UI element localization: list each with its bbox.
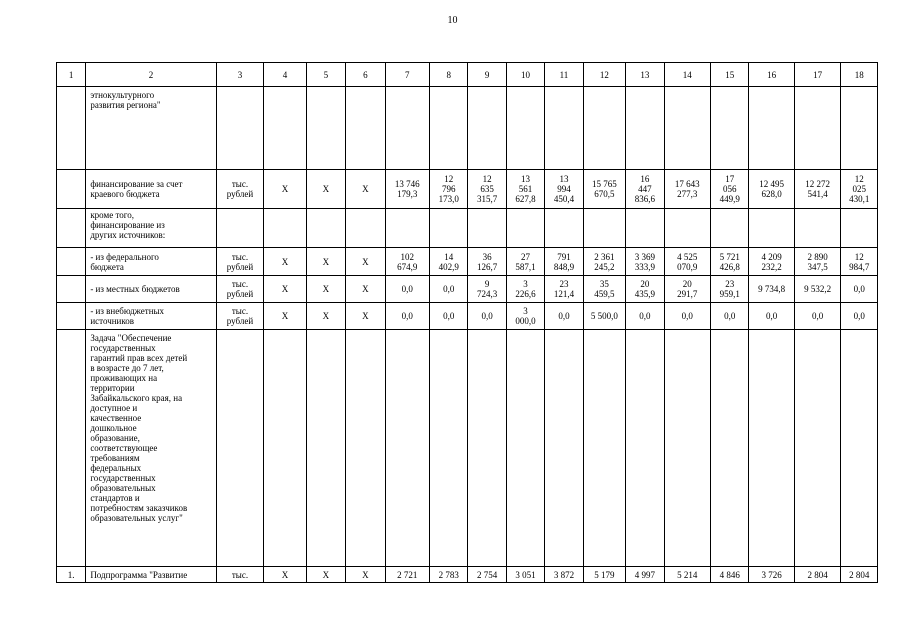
mark-cell: Х [346,567,385,583]
value-cell [711,209,749,248]
column-number-cell: 10 [506,63,544,87]
value-cell: 15 765 670,5 [583,170,625,209]
value-cell [385,330,429,567]
value-cell [430,330,468,567]
mark-cell [346,330,385,567]
value-cell: 23 121,4 [545,276,583,303]
value-cell: 0,0 [468,303,506,330]
value-cell: 12 984,7 [841,248,878,276]
value-cell [841,87,878,170]
mark-cell [306,330,345,567]
mark-cell [264,87,306,170]
value-cell [545,209,583,248]
value-cell [545,330,583,567]
row-number-cell: 1. [57,567,86,583]
mark-cell: Х [264,567,306,583]
row-number-cell [57,330,86,567]
table-row [57,276,878,303]
value-cell: 16 447 836,6 [626,170,664,209]
description-cell: - из внебюджетных источников [86,303,216,330]
value-cell [749,330,794,567]
column-number-cell: 17 [794,63,841,87]
mark-cell: Х [306,567,345,583]
value-cell: 0,0 [626,303,664,330]
mark-cell: Х [306,248,345,276]
column-number-cell: 11 [545,63,583,87]
mark-cell: Х [264,248,306,276]
value-cell: 3 051 [506,567,544,583]
mark-cell: Х [346,276,385,303]
page-number: 10 [447,15,458,26]
column-number-cell: 8 [430,63,468,87]
value-cell [794,209,841,248]
unit-cell [216,209,264,248]
value-cell [794,87,841,170]
value-cell [711,330,749,567]
mark-cell [346,209,385,248]
value-cell: 2 361 245,2 [583,248,625,276]
column-number-cell: 9 [468,63,506,87]
mark-cell: Х [346,303,385,330]
column-number-row [57,63,878,87]
value-cell [711,87,749,170]
value-cell: 3 726 [749,567,794,583]
mark-cell: Х [306,303,345,330]
value-cell [385,209,429,248]
mark-cell [264,209,306,248]
mark-cell: Х [264,276,306,303]
value-cell: 20 291,7 [664,276,711,303]
value-cell: 0,0 [841,276,878,303]
table-row [57,567,878,583]
table-row [57,170,878,209]
unit-cell: тыс. рублей [216,248,264,276]
mark-cell [306,87,345,170]
unit-cell [216,87,264,170]
value-cell: 0,0 [794,303,841,330]
value-cell: 3 226,6 [506,276,544,303]
value-cell: 14 402,9 [430,248,468,276]
unit-cell: тыс. рублей [216,170,264,209]
value-cell [506,209,544,248]
value-cell: 3 872 [545,567,583,583]
value-cell: 27 587,1 [506,248,544,276]
value-cell: 2 754 [468,567,506,583]
value-cell: 5 500,0 [583,303,625,330]
value-cell [545,87,583,170]
column-number-cell: 7 [385,63,429,87]
value-cell: 9 724,3 [468,276,506,303]
mark-cell [264,330,306,567]
unit-cell: тыс. рублей [216,276,264,303]
mark-cell [306,209,345,248]
value-cell: 13 746 179,3 [385,170,429,209]
description-cell: кроме того, финансирование из других источников: [86,209,216,248]
value-cell: 4 846 [711,567,749,583]
description-cell: - из местных бюджетов [86,276,216,303]
row-number-cell [57,303,86,330]
value-cell: 5 179 [583,567,625,583]
mark-cell: Х [306,276,345,303]
value-cell [664,87,711,170]
value-cell: 791 848,9 [545,248,583,276]
value-cell: 36 126,7 [468,248,506,276]
value-cell [583,330,625,567]
value-cell [506,87,544,170]
value-cell: 13 994 450,4 [545,170,583,209]
unit-cell: тыс. [216,567,264,583]
value-cell: 13 561 627,8 [506,170,544,209]
column-number-cell: 3 [216,63,264,87]
description-cell: Задача "Обеспечение государственных гарантий прав всех детей в возрасте до 7 лет, проживающих на территории Забайкальского края, на доступное и качественное дошкольное образование, соответствующее требованиям федеральных государственных образовательных стандартов и потребностям заказчиков образовательных услуг" [86,330,216,567]
value-cell: 0,0 [385,276,429,303]
program-financing-table [56,62,878,583]
unit-cell [216,330,264,567]
row-number-cell [57,209,86,248]
mark-cell: Х [306,170,345,209]
description-cell: Подпрограмма "Развитие [86,567,216,583]
value-cell [626,330,664,567]
mark-cell [346,87,385,170]
table-body [57,63,878,583]
column-number-cell: 14 [664,63,711,87]
value-cell: 23 959,1 [711,276,749,303]
column-number-cell: 5 [306,63,345,87]
value-cell: 5 214 [664,567,711,583]
mark-cell: Х [264,303,306,330]
table-row [57,209,878,248]
row-number-cell [57,170,86,209]
mark-cell: Х [346,248,385,276]
value-cell: 0,0 [430,276,468,303]
row-number-cell [57,276,86,303]
value-cell: 3 369 333,9 [626,248,664,276]
mark-cell: Х [346,170,385,209]
unit-cell: тыс. рублей [216,303,264,330]
column-number-cell: 15 [711,63,749,87]
value-cell: 9 734,8 [749,276,794,303]
table-row [57,248,878,276]
value-cell: 35 459,5 [583,276,625,303]
value-cell: 3 000,0 [506,303,544,330]
value-cell: 5 721 426,8 [711,248,749,276]
value-cell: 2 804 [841,567,878,583]
value-cell: 4 209 232,2 [749,248,794,276]
value-cell: 9 532,2 [794,276,841,303]
value-cell: 4 997 [626,567,664,583]
table-row [57,330,878,567]
value-cell [430,209,468,248]
column-number-cell: 6 [346,63,385,87]
value-cell [626,209,664,248]
value-cell [506,330,544,567]
mark-cell: Х [264,170,306,209]
value-cell: 12 025 430,1 [841,170,878,209]
value-cell: 12 635 315,7 [468,170,506,209]
value-cell: 2 783 [430,567,468,583]
value-cell: 0,0 [841,303,878,330]
column-number-cell: 12 [583,63,625,87]
value-cell [841,209,878,248]
value-cell: 0,0 [749,303,794,330]
value-cell: 17 643 277,3 [664,170,711,209]
value-cell: 2 721 [385,567,429,583]
value-cell: 0,0 [430,303,468,330]
value-cell [430,87,468,170]
value-cell: 4 525 070,9 [664,248,711,276]
value-cell: 20 435,9 [626,276,664,303]
value-cell [583,87,625,170]
value-cell: 0,0 [385,303,429,330]
value-cell [626,87,664,170]
value-cell [664,330,711,567]
value-cell: 0,0 [545,303,583,330]
row-number-cell [57,87,86,170]
value-cell [468,209,506,248]
value-cell: 12 272 541,4 [794,170,841,209]
value-cell: 2 804 [794,567,841,583]
value-cell [749,87,794,170]
description-cell: - из федерального бюджета [86,248,216,276]
value-cell: 12 495 628,0 [749,170,794,209]
column-number-cell: 18 [841,63,878,87]
value-cell: 0,0 [664,303,711,330]
column-number-cell: 1 [57,63,86,87]
value-cell [841,330,878,567]
value-cell: 12 796 173,0 [430,170,468,209]
row-number-cell [57,248,86,276]
value-cell [664,209,711,248]
table-row [57,87,878,170]
value-cell: 0,0 [711,303,749,330]
value-cell [794,330,841,567]
value-cell [385,87,429,170]
value-cell [468,87,506,170]
description-cell: финансирование за счет краевого бюджета [86,170,216,209]
value-cell: 102 674,9 [385,248,429,276]
value-cell: 2 890 347,5 [794,248,841,276]
value-cell: 17 056 449,9 [711,170,749,209]
column-number-cell: 16 [749,63,794,87]
value-cell [583,209,625,248]
description-cell: этнокультурного развития региона" [86,87,216,170]
column-number-cell: 13 [626,63,664,87]
column-number-cell: 4 [264,63,306,87]
table-row [57,303,878,330]
column-number-cell: 2 [86,63,216,87]
value-cell [749,209,794,248]
value-cell [468,330,506,567]
